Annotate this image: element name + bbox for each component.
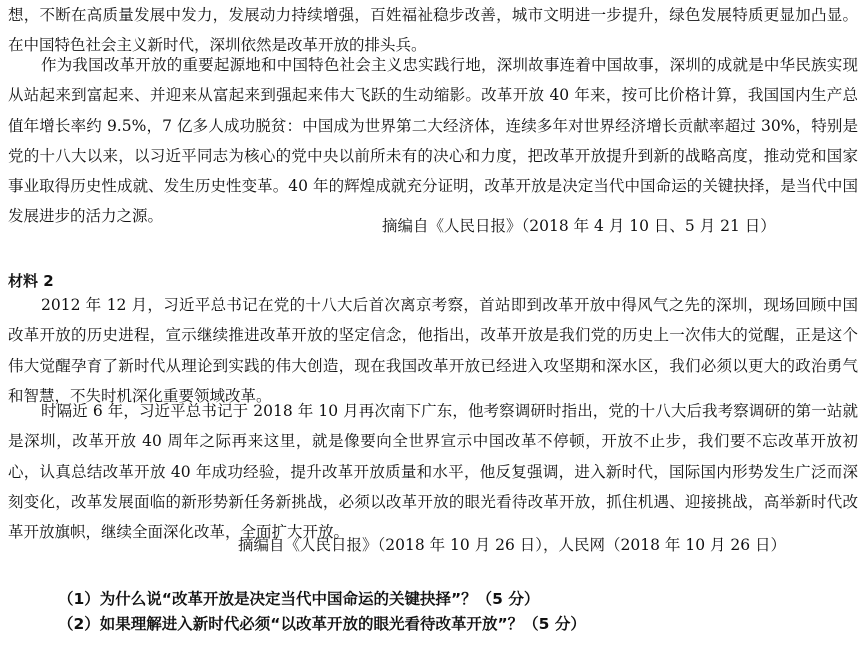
material1-paragraph-2: 作为我国改革开放的重要起源地和中国特色社会主义忠实践行地，深圳故事连着中国故事，深圳的成就是中华民族实现从站起来到富起来、并迎来从富起来到强起来伟大飞跃的生动缩影。改革开放 40 年来，按可比价格计算，我国国内生产总值年增长率约 9.5%，7 亿多人成功脱贫：中国成为世界第二大经济体，连续多年对世界经济增长贡献率超过 30%，特别是党的十八大以来，以习近平同志为核心的党中央以前所未有的决心和力度，把改革开放提升到新的战略高度，推动党和国家事业取得历史性成就、发生历史性变革。40 年的辉煌成就充分证明，改革开放是决定当代中国命运的关键抉择，是当代中国发展进步的活力之源。 [8,56,858,226]
material2-paragraph-2: 时隔近 6 年，习近平总书记于 2018 年 10 月再次南下广东，他考察调研时指出，党的十八大后我考察调研的第一站就是深圳，改革开放 40 周年之际再来这里，就是像要向全世界宣示中国改革不停顿，开放不止步，我们要不忘改革开放初心，认真总结改革开放 40 年成功经验，提升改革开放质量和水平，他反复强调，进入新时代，国际国内形势发生广泛而深刻变化，改革发展面临的新形势新任务新挑战，必须以改革开放的眼光看待改革开放，抓住机遇、迎接挑战，高举新时代改革开放旗帜，继续全面深化改革，全面扩大开放。 [8,402,858,542]
material1-paragraph-end: 想，不断在高质量发展中发力，发展动力持续增强，百姓福祉稳步改善，城市文明进一步提升，绿色发展特质更显加凸显。在中国特色社会主义新时代，深圳依然是改革开放的排头兵。 [8,6,858,55]
question-2: （2）如果理解进入新时代必须“以改革开放的眼光看待改革开放”？（5 分） [58,615,586,633]
material2-source: 摘编自《人民日报》（2018 年 10 月 26 日），人民网（2018 年 10 月 26 日） [238,536,787,554]
material2-heading: 材料 2 [8,272,54,290]
material1-source: 摘编自《人民日报》（2018 年 4 月 10 日、5 月 21 日） [382,217,776,235]
question-1: （1）为什么说“改革开放是决定当代中国命运的关键抉择”？（5 分） [58,590,540,608]
material2-paragraph-1: 2012 年 12 月，习近平总书记在党的十八大后首次离京考察，首站即到改革开放中得风气之先的深圳，现场回顾中国改革开放的历史进程，宣示继续推进改革开放的坚定信念，他指出，改革开放是我们党的历史上一次伟大的觉醒，正是这个伟大觉醒孕育了新时代从理论到实践的伟大创造，现在我国改革开放已经进入攻坚期和深水区，我们必须以更大的政治勇气和智慧，不失时机深化重要领域改革。 [8,296,858,405]
